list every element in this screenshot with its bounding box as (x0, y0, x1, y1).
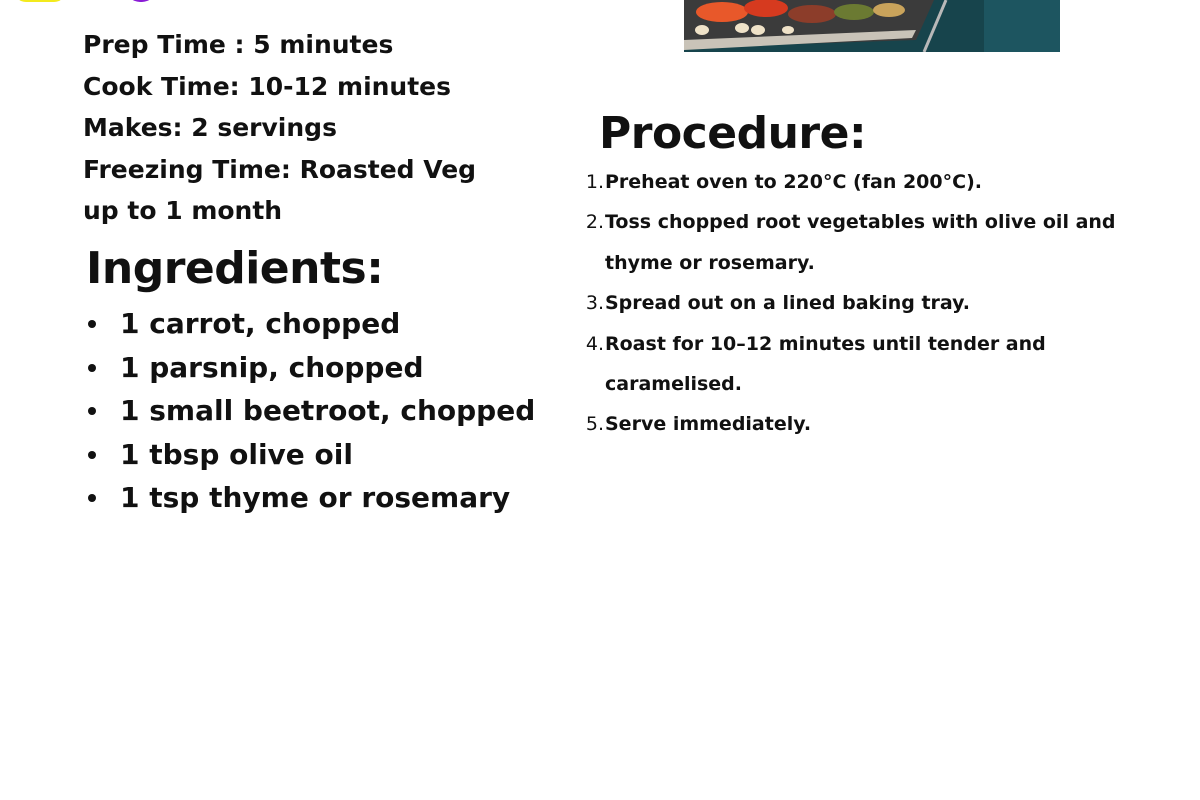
procedure-list (580, 162, 1180, 445)
bullet-icon (88, 364, 96, 372)
bullet-icon (88, 494, 96, 502)
procedure-step (580, 202, 1180, 283)
photo-carrot (696, 2, 748, 22)
logo-purple-shape (126, 0, 156, 2)
prep-time: Prep Time : 5 minutes (83, 30, 394, 59)
ingredients-list (86, 302, 536, 520)
cook-time: Cook Time: 10-12 minutes (83, 71, 452, 101)
procedure-step (580, 324, 1180, 405)
ingredient-item (86, 476, 526, 520)
ingredient-item (86, 433, 526, 477)
procedure-step (580, 404, 1180, 444)
procedure-step (580, 283, 1180, 323)
photo-herb (834, 4, 874, 20)
photo-bean (695, 25, 709, 35)
freezing-time-line-2: up to 1 month (83, 196, 283, 225)
photo-bean (751, 25, 765, 35)
step-text: Spread out on a lined baking tray. (605, 292, 970, 315)
step-text: Preheat oven to 220°C (fan 200°C). (605, 171, 982, 193)
ingredient-item (86, 302, 526, 346)
photo-bean (735, 23, 749, 33)
ingredients-heading: Ingredients: (86, 243, 384, 294)
logo-fragment (0, 0, 200, 8)
ingredient-text: 1 carrot, chopped (120, 307, 401, 340)
ingredient-text: 1 parsnip, chopped (120, 350, 424, 384)
freezing-time-line-1: Freezing Time: Roasted Veg (83, 154, 477, 184)
bullet-icon (88, 407, 96, 415)
roasted-vegetables-photo (684, 0, 1060, 52)
ingredient-text: 1 tbsp olive oil (120, 437, 353, 471)
step-number: 5. (585, 413, 604, 436)
ingredient-item (86, 346, 526, 390)
photo-beetroot (788, 5, 836, 23)
procedure-step (580, 162, 1180, 202)
ingredient-item (86, 389, 536, 433)
photo-cloth (984, 0, 1060, 52)
photo-illustration (684, 0, 1060, 52)
step-text: Roast for 10–12 minutes until tender and caramelised. (605, 332, 1046, 396)
ingredient-text: 1 small beetroot, chopped (120, 394, 536, 427)
step-number: 1. (585, 171, 604, 193)
photo-parsnip (873, 3, 905, 17)
bullet-icon (88, 451, 96, 459)
servings: Makes: 2 servings (83, 113, 337, 142)
bullet-icon (88, 320, 96, 328)
step-number: 2. (585, 211, 604, 234)
step-number: 3. (585, 292, 604, 315)
recipe-meta (83, 24, 483, 232)
step-text: Serve immediately. (605, 413, 812, 436)
step-number: 4. (585, 332, 604, 355)
ingredient-text: 1 tsp thyme or rosemary (120, 481, 511, 514)
photo-bean (782, 26, 794, 34)
logo-yellow-shape (14, 0, 66, 2)
procedure-heading: Procedure: (599, 108, 867, 159)
step-text: Toss chopped root vegetables with olive oil and thyme or rosemary. (605, 211, 1116, 274)
